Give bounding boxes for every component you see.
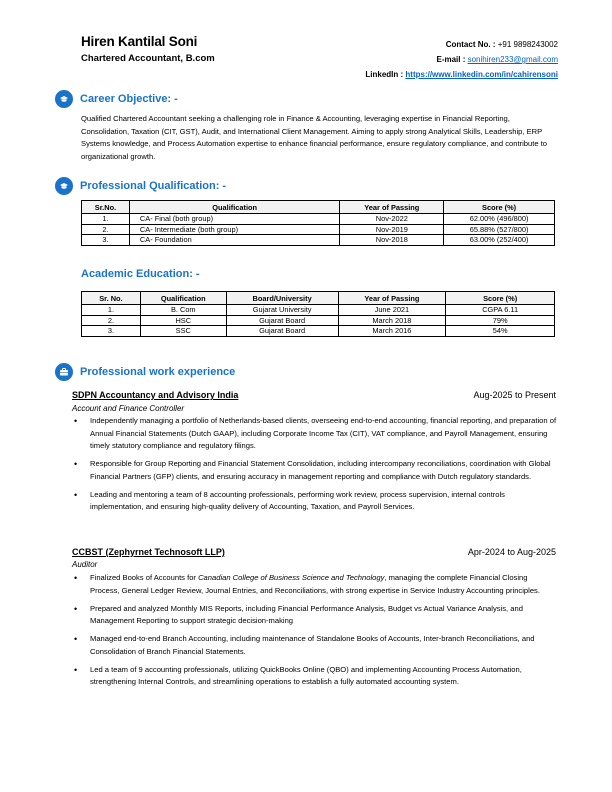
column-header: Score (%)	[446, 292, 555, 305]
table-cell: March 2018	[338, 315, 446, 326]
table-header-row	[82, 292, 555, 305]
job-role: Account and Finance Controller	[72, 404, 185, 413]
job-dates: Apr-2024 to Aug-2025	[467, 547, 556, 557]
list-item: • Responsible for Group Reporting and Financial Statement Consolidation, including intercompany reconciliations, coordination with Global Financial Partners (GFP) clients, and ensuring accuracy in management reporting and compliance with Dutch regulatory standards.	[72, 458, 558, 483]
professional-qualification-heading	[55, 177, 226, 195]
column-header: Board/University	[226, 292, 338, 305]
job-role: Auditor	[72, 560, 98, 569]
list-item: • Led a team of 9 accounting professionals, utilizing QuickBooks Online (QBO) and implementing Accounting Process Automation, strengthening Internal Controls, and streamlining operations to establish a fully automated accounting system.	[72, 664, 558, 689]
table-cell: Nov-2018	[340, 235, 444, 246]
table-cell: 63.00% (252/400)	[444, 235, 555, 246]
table-cell: 54%	[446, 326, 555, 337]
job-header	[72, 547, 556, 557]
table-header-row	[82, 201, 555, 214]
table-cell: CA- Final (both group)	[129, 214, 340, 225]
linkedin-link[interactable]: https://www.linkedin.com/in/cahirensoni	[405, 70, 558, 79]
table-row	[82, 326, 555, 337]
career-objective-text: Qualified Chartered Accountant seeking a challenging role in Finance & Accounting, leveraging expertise in Financial Reporting, Consolidation, Taxation (CIT, GST), Audit, and International Client Management. Aiming to apply strong Analytical Skills, Leadership, ERP Systems knowledge, and Process Automation expertise to enhance financial performance, ensure regulatory compliance, and contribute to organizational growth.	[81, 114, 548, 161]
table-row	[82, 315, 555, 326]
table-row	[82, 214, 555, 225]
list-item: • Prepared and analyzed Monthly MIS Reports, including Financial Performance Analysis, Budget vs Actual Variance Analysis, and Management Reporting to support strategic decision-making	[72, 603, 558, 628]
table-cell: Nov-2019	[340, 224, 444, 235]
table-cell: Gujarat Board	[226, 315, 338, 326]
table-cell: CA- Foundation	[129, 235, 340, 246]
college-name: Canadian College of Business Science and Technology	[198, 573, 385, 582]
table-cell: March 2016	[338, 326, 446, 337]
table-cell: Gujarat Board	[226, 326, 338, 337]
table-cell: 3.	[82, 235, 130, 246]
contact-label: Contact No. :	[445, 40, 498, 49]
table-cell: 2.	[82, 224, 130, 235]
linkedin-line	[365, 67, 558, 82]
table-row	[82, 305, 555, 316]
list-item: • Independently managing a portfolio of Netherlands-based clients, overseeing end-to-end accounting, financial reporting, and preparation of Annual Financial Statements (Dutch GAAP), including Corporate Income Tax (CIT), VAT compliance, and Payroll Management, ensuring timely statutory compliance and regulatory filings.	[72, 415, 558, 453]
candidate-title: Chartered Accountant, B.com	[81, 53, 215, 64]
table-row	[82, 224, 555, 235]
table-cell: CA- Intermediate (both group)	[129, 224, 340, 235]
academic-education-title: Academic Education: -	[81, 268, 200, 280]
table-row	[82, 235, 555, 246]
table-cell: 65.88% (527/800)	[444, 224, 555, 235]
column-header: Year of Passing	[340, 201, 444, 214]
work-experience-title: Professional work experience	[80, 366, 236, 378]
column-header: Qualification	[140, 292, 226, 305]
email-line	[365, 52, 558, 67]
table-cell: 79%	[446, 315, 555, 326]
contact-number: +91 9898243002	[497, 40, 558, 49]
table-cell: 62.00% (496/800)	[444, 214, 555, 225]
career-objective-heading	[55, 90, 178, 108]
bullet-text: , managing the complete Financial Closing Process, General Ledger Review, Journal Entries, and Reconciliations, with strong expertise in Service Industry Accounting principles.	[90, 573, 540, 595]
career-objective-title: Career Objective: -	[80, 93, 178, 105]
list-item	[72, 572, 558, 597]
job-dates: Aug-2025 to Present	[473, 390, 556, 400]
email-label: E-mail :	[436, 55, 468, 64]
contact-block	[365, 37, 558, 82]
work-experience-heading	[55, 363, 235, 381]
table-cell: SSC	[140, 326, 226, 337]
academic-education-table	[81, 291, 555, 337]
table-cell: June 2021	[338, 305, 446, 316]
column-header: Sr. No.	[82, 292, 141, 305]
table-cell: 1.	[82, 214, 130, 225]
professional-qualification-table	[81, 200, 555, 246]
company-name: CCBST (Zephyrnet Technosoft LLP)	[72, 547, 225, 557]
table-cell: HSC	[140, 315, 226, 326]
column-header: Score (%)	[444, 201, 555, 214]
professional-qualification-title: Professional Qualification: -	[80, 180, 227, 192]
table-cell: 3.	[82, 326, 141, 337]
briefcase-icon	[55, 363, 73, 381]
job-header	[72, 390, 556, 400]
table-cell: CGPA 6.11	[446, 305, 555, 316]
column-header: Qualification	[129, 201, 340, 214]
table-cell: B. Com	[140, 305, 226, 316]
graduation-cap-icon	[55, 90, 73, 108]
list-item: • Leading and mentoring a team of 8 accounting professionals, performing work review, process supervision, internal controls implementation, and ensuring high-quality delivery of Accounting, Taxation, and Payroll Services.	[72, 489, 558, 514]
list-item: • Managed end-to-end Branch Accounting, including maintenance of Standalone Books of Accounts, Inter-branch Reconciliations, and Consolidation of Branch Financial Statements.	[72, 633, 558, 658]
graduation-cap-icon	[55, 177, 73, 195]
table-cell: 1.	[82, 305, 141, 316]
candidate-name: Hiren Kantilal Soni	[81, 34, 198, 49]
table-cell: Nov-2022	[340, 214, 444, 225]
table-cell: Gujarat University	[226, 305, 338, 316]
bullet-text: Finalized Books of Accounts for	[90, 573, 199, 582]
linkedin-label: LinkedIn :	[365, 70, 406, 79]
column-header: Year of Passing	[338, 292, 446, 305]
table-cell: 2.	[82, 315, 141, 326]
email-link[interactable]: sonihiren233@gmail.com	[467, 55, 558, 64]
company-name: SDPN Accountancy and Advisory India	[72, 390, 239, 400]
column-header: Sr.No.	[82, 201, 130, 214]
contact-number-line	[365, 37, 558, 52]
job-bullet-list	[72, 572, 558, 694]
job-bullet-list	[72, 415, 558, 519]
